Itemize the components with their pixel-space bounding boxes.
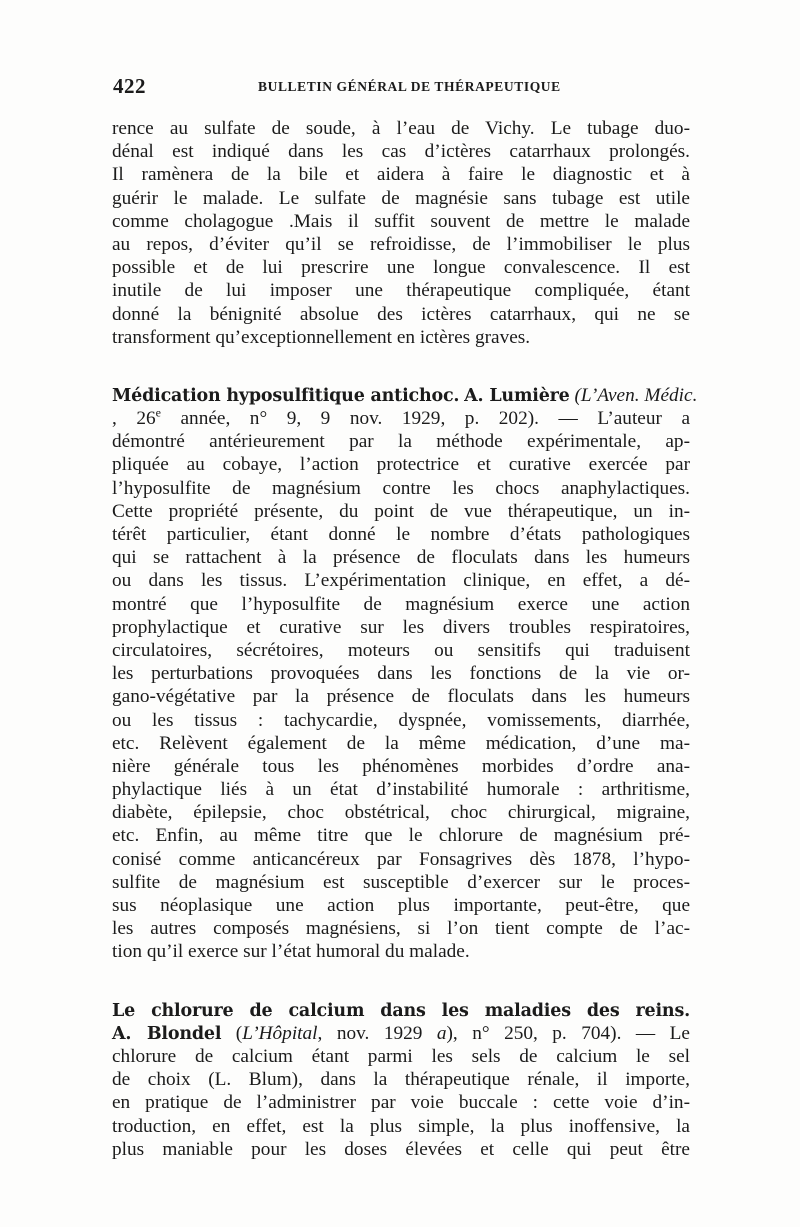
article-hyposulfitique — [112, 384, 698, 964]
text-line: les perturbations provoquées dans les fonctions de la vie or- — [112, 663, 690, 685]
text-line: Il ramènera de la bile et aidera à faire le diagnostic et à — [112, 164, 690, 186]
text-line: ou dans les tissus. L’expérimentation clinique, en effet, a dé- — [112, 570, 690, 592]
source-open: ( — [574, 384, 581, 406]
page-header — [113, 74, 693, 98]
text-line: donné la bénignité absolue des ictères catarrhaux, qui ne se — [112, 303, 690, 325]
page-body — [112, 117, 698, 1161]
text-line: ou les tissus : tachycardie, dyspnée, vomissements, diarrhée, — [112, 709, 690, 731]
text-line: nière générale tous les phénomènes morbides d’ordre ana- — [112, 755, 690, 777]
text-line: tion qu’il exerce sur l’état humoral du malade. — [112, 941, 470, 963]
article-author: A. Lumière — [464, 385, 570, 406]
text-line: transforment qu’exceptionnellement en ictères graves. — [112, 326, 531, 348]
text-fragment: — Le — [621, 1022, 690, 1044]
source-journal: L’Aven. Médic. — [580, 384, 698, 406]
running-title: BULLETIN GÉNÉRAL DE THÉRAPEUTIQUE — [258, 79, 561, 94]
text-line: possible et de lui prescrire une longue convalescence. Il est — [112, 257, 690, 279]
article-author: A. Blondel — [112, 1023, 222, 1044]
text-line: conisé comme anticancéreux par Fonsagrives dès 1878, l’hypo- — [112, 848, 690, 870]
text-line: inutile de lui imposer une thérapeutique compliquée, étant — [112, 280, 690, 302]
text-line: en pratique de l’administrer par voie buccale : cette voie d’in- — [112, 1092, 690, 1114]
text-line: de choix (L. Blum), dans la thérapeutique rénale, il importe, — [112, 1069, 690, 1091]
article-source-line — [112, 1022, 690, 1045]
text-line: pliquée au cobaye, l’action protectrice et curative exercée par — [112, 454, 690, 476]
source-details-rest: année, n° 9, 9 nov. 1929, p. 202). — [160, 408, 539, 430]
text-line: démontré antérieurement par la méthode expérimentale, ap- — [112, 431, 690, 453]
article-heading-line — [112, 999, 690, 1022]
source-letter: a — [436, 1022, 447, 1044]
text-line: etc. Enfin, au même titre que le chlorure de magnésium pré- — [112, 825, 690, 847]
paragraph-continuation — [112, 117, 690, 349]
article-title: Le chlorure de calcium dans les maladies des reins. — [112, 1000, 690, 1021]
text-line: térêt particulier, étant donné le nombre d’états pathologiques — [112, 524, 690, 545]
text-line: diabète, épilepsie, choc obstétrical, choc chirurgical, migraine, — [112, 802, 690, 824]
text-line: qui se rattachent à la présence de floculats dans les humeurs — [112, 547, 690, 569]
text-line: sus néoplasique une action plus importante, peut-être, que — [112, 895, 690, 916]
source-open: ( — [235, 1022, 243, 1044]
source-journal: L’Hôpital — [242, 1022, 318, 1044]
text-line: prophylactique et curative sur les divers troubles respiratoires, — [112, 616, 690, 638]
text-line: chlorure de calcium étant parmi les sels de calcium le sel — [112, 1045, 690, 1067]
source-superscript: e — [155, 405, 161, 420]
text-line: guérir le malade. Le sulfate de magnésie sans tubage est utile — [112, 187, 690, 209]
text-line: dénal est indiqué dans les cas d’ictères catarrhaux prolongés. — [112, 141, 690, 163]
source-details-rest: ), n° 250, p. 704). — [446, 1022, 622, 1044]
article-source-line — [112, 407, 690, 430]
text-line: montré que l’hyposulfite de magnésium exerce une action — [112, 593, 690, 615]
source-details: , 26 — [112, 408, 156, 430]
article-chlorure-calcium — [112, 999, 690, 1161]
text-line: troduction, en effet, est la plus simple, la plus inoffensive, la — [112, 1115, 690, 1137]
article-heading-line — [112, 384, 698, 407]
text-line: les autres composés magnésiens, si l’on tient compte de l’ac- — [112, 918, 690, 940]
text-line: comme cholagogue .Mais il suffit souvent de mettre le malade — [112, 210, 690, 232]
source-details: , nov. 1929 — [317, 1022, 437, 1044]
text-line: rence au sulfate de soude, à l’eau de Vichy. Le tubage duo- — [112, 118, 690, 139]
text-line: au repos, d’éviter qu’il se refroidisse, de l’immobiliser le plus — [112, 233, 690, 255]
text-line: plus maniable pour les doses élevées et celle qui peut être — [112, 1138, 690, 1160]
text-line: etc. Relèvent également de la même médication, d’une ma- — [112, 732, 690, 754]
text-line: circulatoires, sécrétoires, moteurs ou sensitifs qui traduisent — [112, 639, 690, 661]
text-fragment: — L’auteur a — [538, 408, 691, 430]
text-line: phylactique liés à un état d’instabilité humorale : arthritisme, — [112, 779, 690, 801]
text-line: gano-végétative par la présence de floculats dans les humeurs — [112, 686, 690, 708]
text-line: Cette propriété présente, du point de vue thérapeutique, un in- — [112, 500, 690, 522]
page-number: 422 — [113, 74, 146, 98]
text-line: sulfite de magnésium est susceptible d’exercer sur le proces- — [112, 871, 690, 893]
article-title: Médication hyposulfitique antichoc. — [112, 385, 460, 406]
text-line: l’hyposulfite de magnésium contre les chocs anaphylactiques. — [112, 477, 690, 499]
